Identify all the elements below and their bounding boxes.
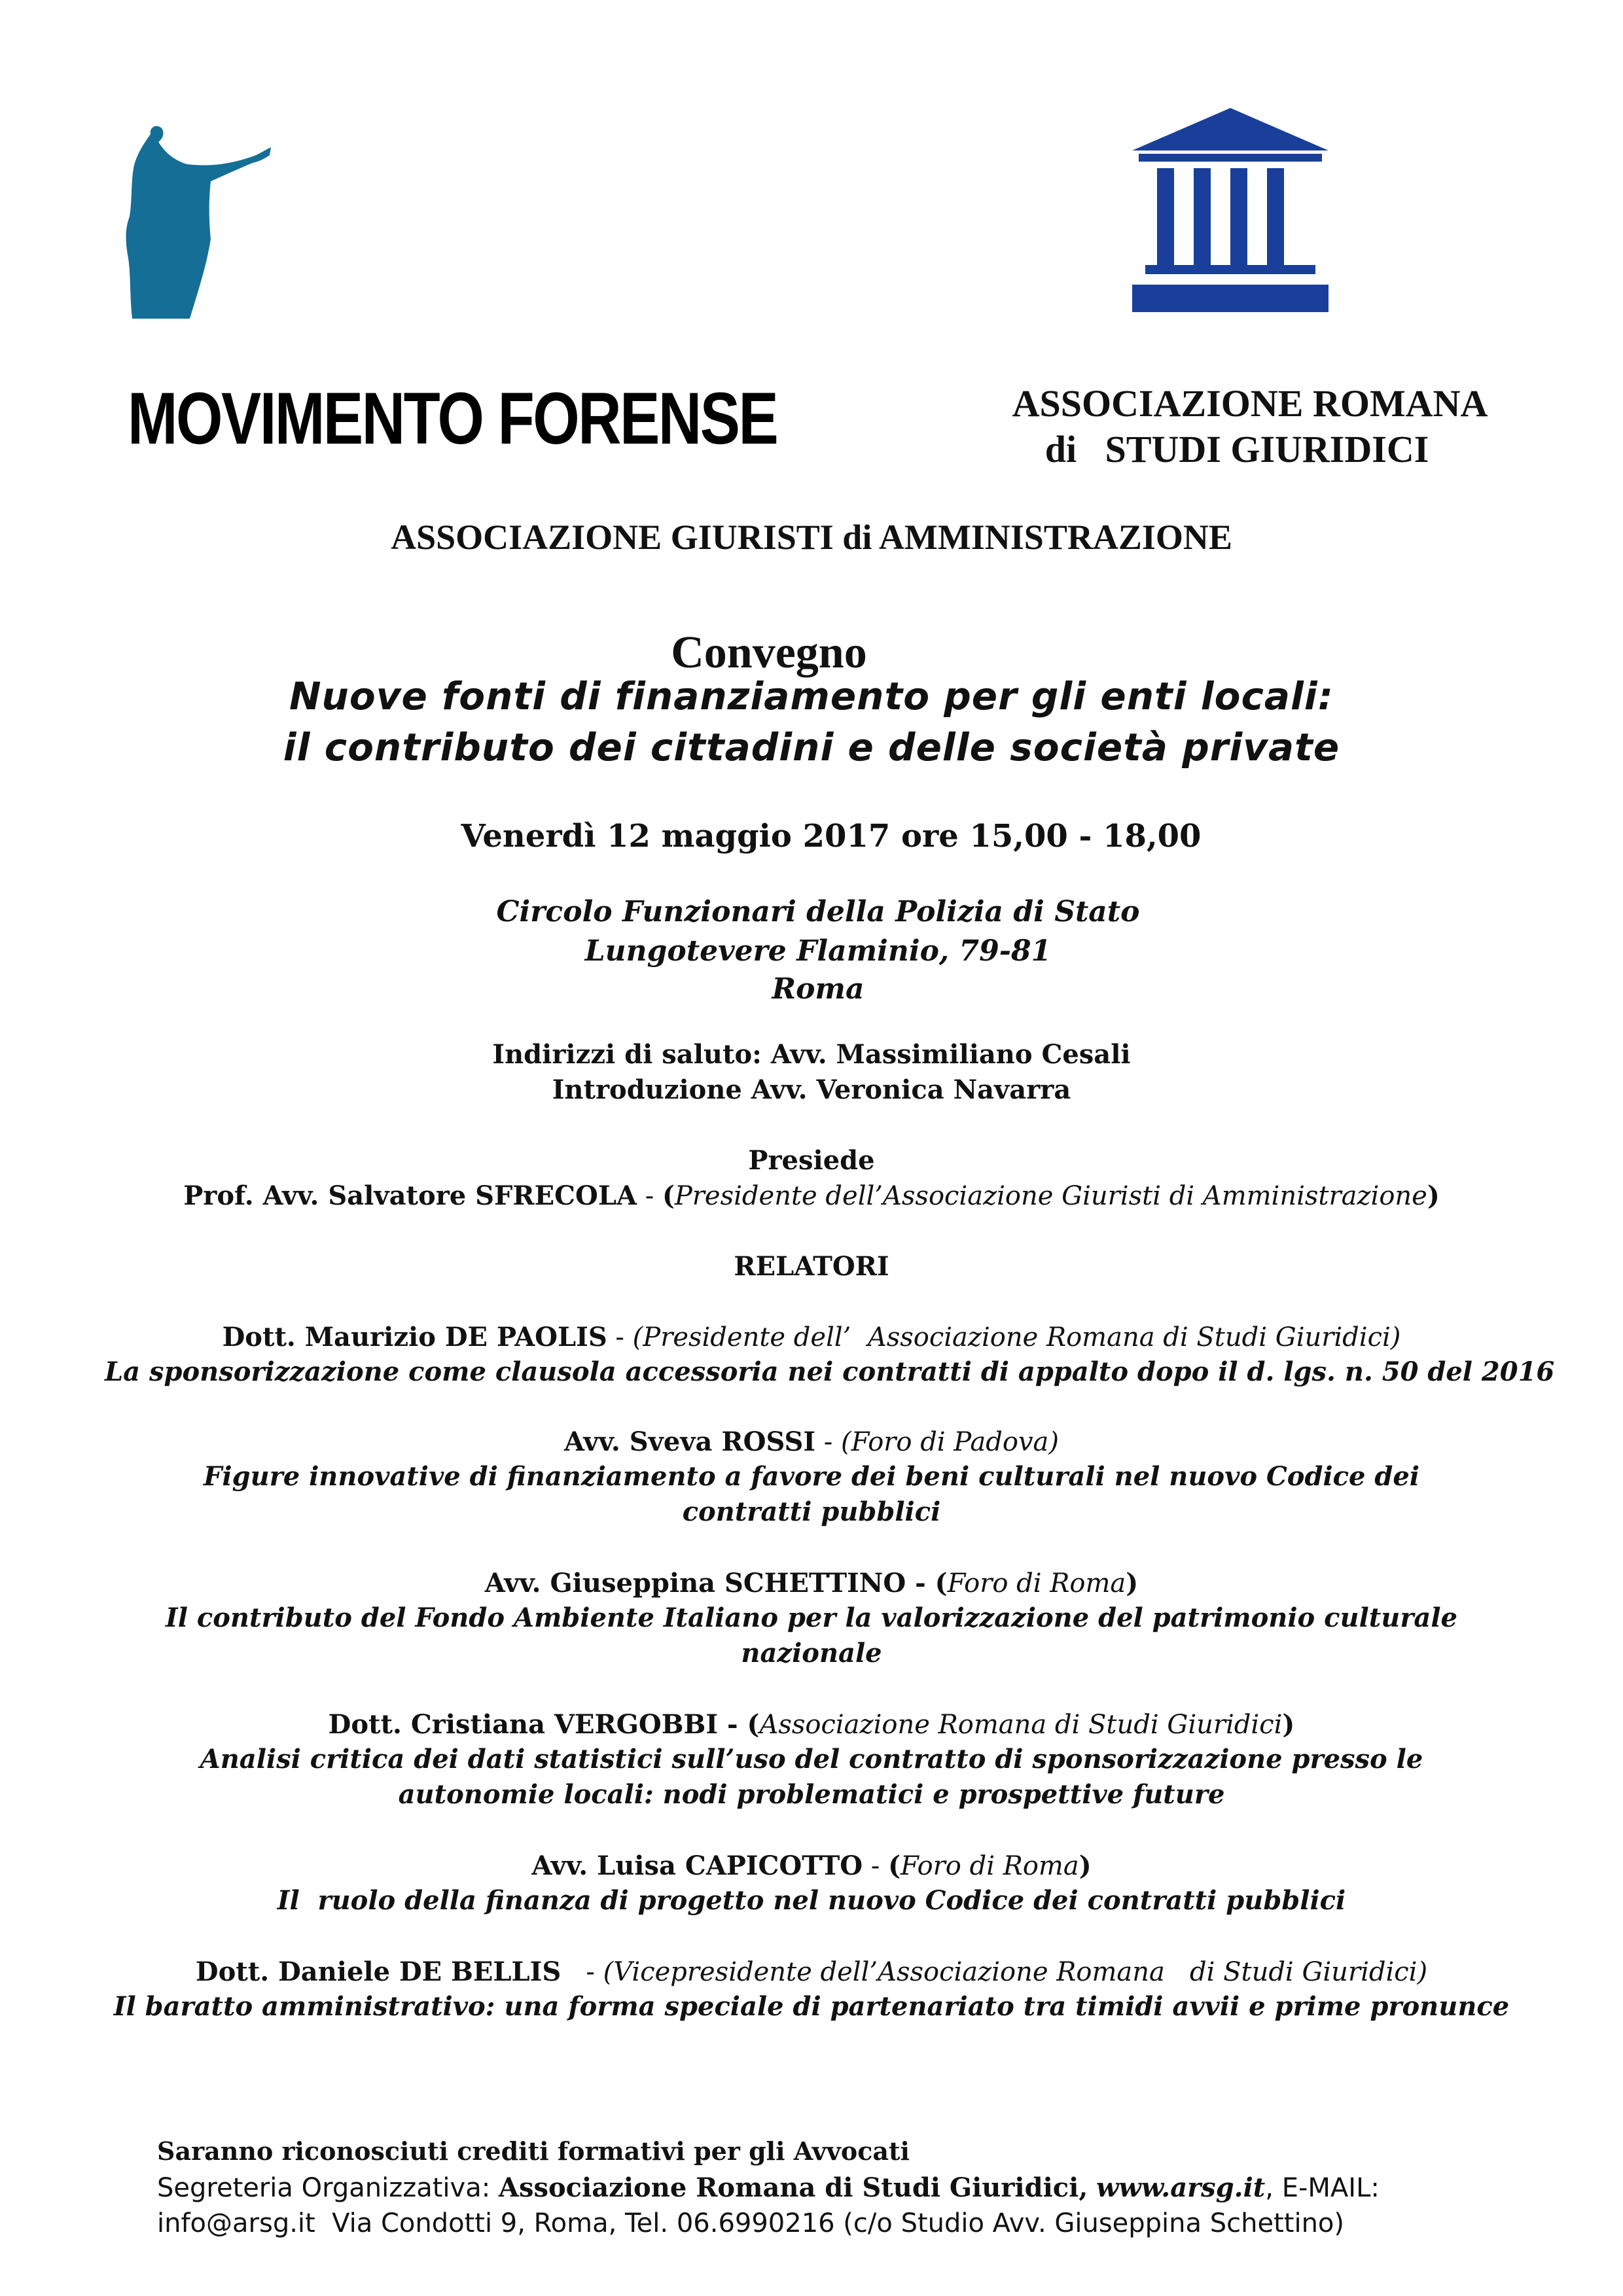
talk-title-5: Il ruolo della finanza di progetto nel nuovo Codice dei contratti pubblici bbox=[277, 1885, 1346, 1916]
secretariat-line: Segreteria Organizzativa: Associazione Romana di Studi Giuridici, www.arsg.it, E-MAIL: bbox=[157, 2172, 1380, 2203]
speaker-affiliation: (Presidente dell’ Associazione Romana di Studi Giuridici) bbox=[632, 1322, 1401, 1352]
speaker-5: Avv. Luisa CAPICOTTO - (Foro di Roma) bbox=[531, 1850, 1092, 1881]
event-title-line2: il contributo dei cittadini e delle società private bbox=[283, 725, 1340, 769]
introduction: Introduzione Avv. Veronica Navarra bbox=[552, 1074, 1071, 1105]
speaker-name: Dott. Cristiana VERGOBBI - ( bbox=[328, 1709, 760, 1740]
chair-line: Prof. Avv. Salvatore SFRECOLA - (Presidente dell’Associazione Giuristi di Amministrazione) bbox=[183, 1180, 1440, 1211]
speaker-4: Dott. Cristiana VERGOBBI - (Associazione Romana di Studi Giuridici) bbox=[328, 1709, 1295, 1740]
speaker-name: Avv. Giuseppina SCHETTINO - ( bbox=[484, 1568, 948, 1598]
temple-icon bbox=[1132, 108, 1329, 312]
website-link[interactable]: www.arsg.it bbox=[1096, 2172, 1266, 2203]
agda-name: ASSOCIAZIONE GIURISTI di AMMINISTRAZIONE bbox=[391, 518, 1232, 557]
event-date-time: Venerdì 12 maggio 2017 ore 15,00 - 18,00 bbox=[461, 818, 1202, 855]
speaker-affiliation: Associazione Romana di Studi Giuridici bbox=[759, 1710, 1283, 1740]
movimento-forense-logo bbox=[124, 121, 327, 324]
event-type: Convegno bbox=[671, 627, 867, 678]
secretariat-name: Associazione Romana di Studi Giuridici, bbox=[498, 2172, 1088, 2203]
credits-note: Saranno riconosciuti crediti formativi per gli Avvocati bbox=[157, 2136, 910, 2166]
speaker-name: Dott. Maurizio DE PAOLIS bbox=[222, 1322, 607, 1352]
chair-label: Presiede bbox=[748, 1145, 875, 1176]
chair-name: Prof. Avv. Salvatore SFRECOLA bbox=[183, 1180, 637, 1211]
arsg-building-logo bbox=[1126, 108, 1335, 314]
movimento-forense-name: MOVIMENTO FORENSE bbox=[128, 378, 777, 459]
speaker-affiliation: (Vicepresidente dell’Associazione Romana di Studi Giuridici) bbox=[603, 1957, 1428, 1987]
venue-line3: Roma bbox=[772, 972, 865, 1006]
talk-title-3: Il contributo del Fondo Ambiente Italiano per la valorizzazione del patrimonio culturale nazionale bbox=[166, 1602, 1457, 1669]
arsg-name-line2: di STUDI GIURIDICI bbox=[1044, 428, 1429, 470]
talk-title-4: Analisi critica dei dati statistici sull’uso del contratto di sponsorizzazione presso le autonomie locali: nodi problematici e prospettive future bbox=[200, 1744, 1423, 1810]
chair-role: Presidente dell’Associazione Giuristi di Amministrazione bbox=[674, 1181, 1427, 1211]
speakers-heading: RELATORI bbox=[734, 1251, 889, 1282]
speaker-name: Dott. Daniele DE BELLIS bbox=[195, 1956, 562, 1987]
greetings: Indirizzi di saluto: Avv. Massimiliano Cesali bbox=[492, 1039, 1131, 1070]
contact-line bbox=[157, 2208, 1344, 2238]
talk-title-6: Il baratto amministrativo: una forma speciale di partenariato tra timidi avvii e prime pronunce bbox=[113, 1991, 1510, 2022]
arsg-name bbox=[975, 381, 1525, 472]
orator-figure-icon bbox=[126, 126, 272, 319]
speaker-6: Dott. Daniele DE BELLIS - (Vicepresidente dell’Associazione Romana di Studi Giuridici) bbox=[195, 1956, 1428, 1987]
arsg-name-line1: ASSOCIAZIONE ROMANA bbox=[1012, 382, 1488, 425]
email-link[interactable]: info@arsg.it bbox=[157, 2208, 315, 2238]
venue-line2: Lungotevere Flaminio, 79-81 bbox=[584, 934, 1052, 968]
address: Via Condotti 9, Roma, Tel. 06.6990216 (c/o Studio Avv. Giuseppina Schettino) bbox=[315, 2208, 1345, 2238]
speaker-1: Dott. Maurizio DE PAOLIS - (Presidente dell’ Associazione Romana di Studi Giuridici) bbox=[222, 1322, 1401, 1352]
speaker-name: Avv. Sveva ROSSI bbox=[563, 1426, 816, 1457]
talk-title-2: Figure innovative di finanziamento a favore dei beni culturali nel nuovo Codice dei contratti pubblici bbox=[204, 1461, 1419, 1527]
speaker-affiliation: Foro di Roma bbox=[947, 1568, 1126, 1598]
speaker-2: Avv. Sveva ROSSI - (Foro di Padova) bbox=[563, 1426, 1060, 1457]
venue-line1: Circolo Funzionari della Polizia di Stato bbox=[496, 895, 1140, 928]
speaker-3: Avv. Giuseppina SCHETTINO - (Foro di Roma) bbox=[484, 1568, 1139, 1598]
speaker-affiliation: (Foro di Padova) bbox=[841, 1427, 1060, 1457]
speaker-affiliation: Foro di Roma bbox=[901, 1851, 1079, 1881]
talk-title-1: La sponsorizzazione come clausola accessoria nei contratti di appalto dopo il d. lgs. n. 50 del 2016 bbox=[105, 1356, 1555, 1387]
event-title-line1: Nuove fonti di finanziamento per gli enti locali: bbox=[289, 674, 1334, 718]
speaker-name: Avv. Luisa CAPICOTTO bbox=[531, 1850, 863, 1881]
